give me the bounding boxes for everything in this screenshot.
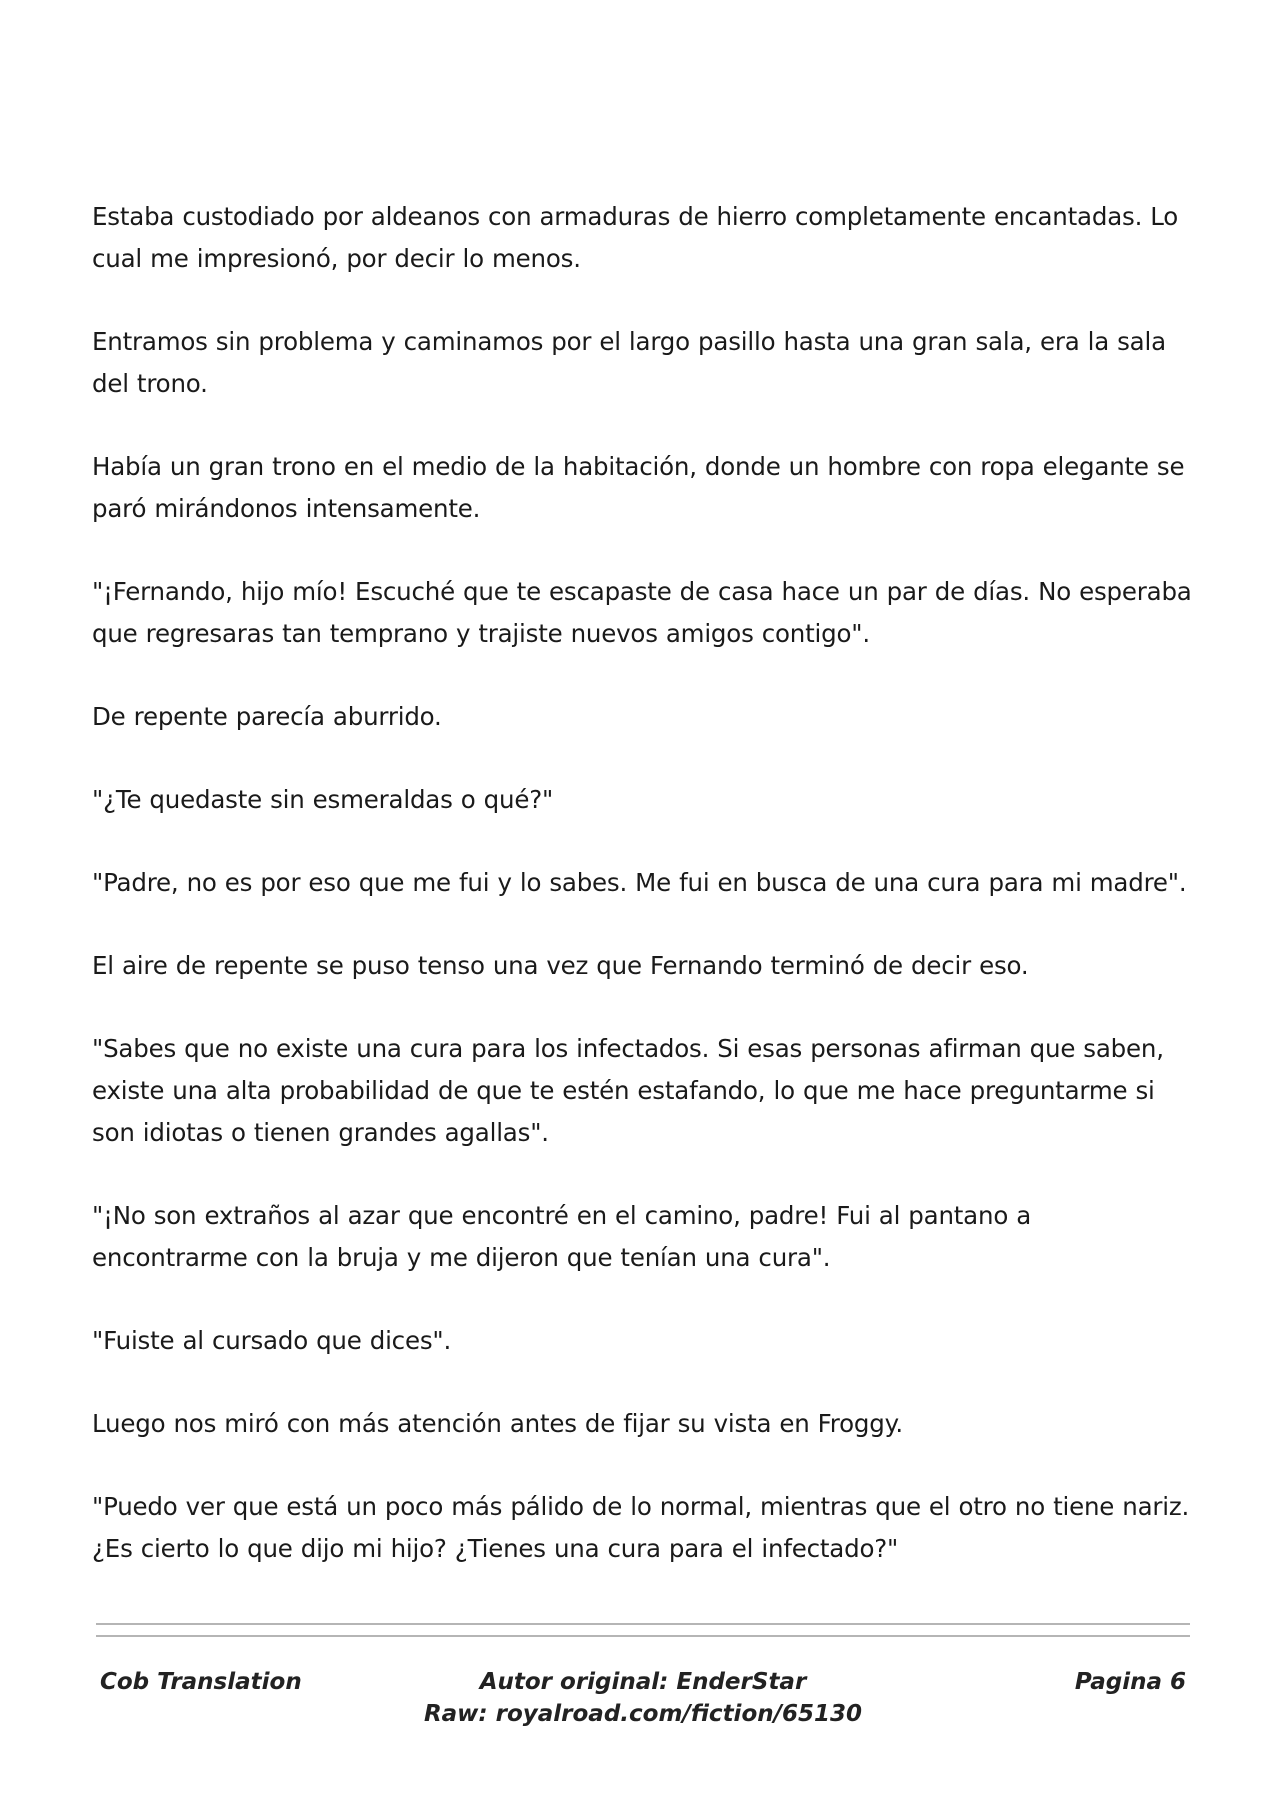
footer-page-number: Pagina 6: [1074, 1669, 1186, 1695]
footer-raw-source: Raw: royalroad.com/fiction/65130: [423, 1701, 863, 1727]
paragraph-10: "¡No son extraños al azar que encontré en el camino, padre! Fui al pantano a encontrarme con la bruja y me dijeron que tenían una cura".: [92, 1201, 1032, 1272]
page-footer: [96, 1666, 1190, 1746]
paragraph-3: Había un gran trono en el medio de la habitación, donde un hombre con ropa elegante se paró mirándonos intensamente.: [92, 452, 1185, 523]
paragraph-13: "Puedo ver que está un poco más pálido de lo normal, mientras que el otro no tiene nariz. ¿Es cierto lo que dijo mi hijo? ¿Tienes una cura para el infectado?": [92, 1492, 1190, 1563]
paragraph-1: Estaba custodiado por aldeanos con armaduras de hierro completamente encantadas. Lo cual me impresionó, por decir lo menos.: [92, 202, 1179, 273]
paragraph-7: "Padre, no es por eso que me fui y lo sabes. Me fui en busca de una cura para mi madre".: [92, 868, 1187, 897]
footer-translator: Cob Translation: [100, 1669, 302, 1695]
paragraph-8: El aire de repente se puso tenso una vez que Fernando terminó de decir eso.: [92, 951, 1029, 980]
paragraph-5: De repente parecía aburrido.: [92, 702, 442, 731]
footer-divider-top: [96, 1623, 1190, 1625]
paragraph-4: "¡Fernando, hijo mío! Escuché que te escapaste de casa hace un par de días. No esperaba que regresaras tan temprano y trajiste nuevos amigos contigo".: [92, 577, 1192, 648]
paragraph-9: "Sabes que no existe una cura para los infectados. Si esas personas afirman que saben, existe una alta probabilidad de que te estén estafando, lo que me hace preguntarme si son idiotas o tienen grandes agallas".: [92, 1034, 1164, 1147]
paragraph-11: "Fuiste al cursado que dices".: [92, 1326, 452, 1355]
footer-credits: [96, 1666, 1190, 1730]
footer-author: Autor original: EnderStar: [479, 1669, 807, 1695]
footer-divider-bottom: [96, 1635, 1190, 1637]
paragraph-2: Entramos sin problema y caminamos por el largo pasillo hasta una gran sala, era la sala del trono.: [92, 327, 1166, 398]
paragraph-6: "¿Te quedaste sin esmeraldas o qué?": [92, 785, 554, 814]
page-body: [92, 196, 1192, 1611]
paragraph-12: Luego nos miró con más atención antes de fijar su vista en Froggy.: [92, 1409, 903, 1438]
